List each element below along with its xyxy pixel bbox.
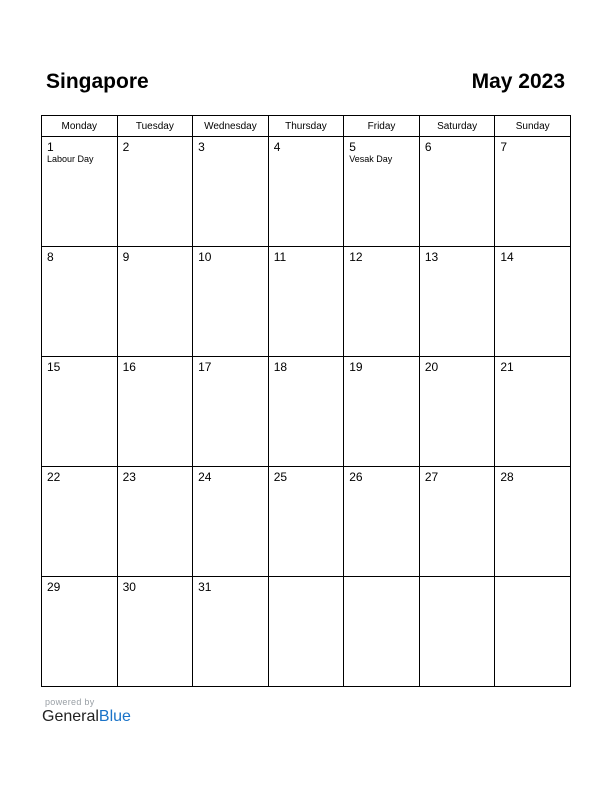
day-number: 20 xyxy=(424,360,439,374)
day-number: 28 xyxy=(500,470,514,484)
weekday-header: Monday xyxy=(42,116,118,137)
week-row xyxy=(42,357,571,467)
day-cell xyxy=(117,357,193,467)
day-number: 27 xyxy=(424,470,439,484)
day-cell xyxy=(419,357,495,467)
day-cell xyxy=(193,137,269,247)
day-cell xyxy=(117,137,193,247)
day-cell xyxy=(117,247,193,357)
day-cell xyxy=(117,577,193,687)
day-cell xyxy=(117,467,193,577)
day-number: 11 xyxy=(273,250,287,264)
week-row xyxy=(42,467,571,577)
day-number: 6 xyxy=(424,140,432,154)
day-number: 13 xyxy=(424,250,439,264)
calendar-grid xyxy=(41,115,571,687)
day-number: 22 xyxy=(47,470,61,484)
calendar-month-title: May 2023 xyxy=(471,70,565,93)
day-cell xyxy=(344,137,420,247)
day-cell xyxy=(42,247,118,357)
day-cell xyxy=(268,357,344,467)
day-cell xyxy=(193,577,269,687)
day-number: 21 xyxy=(500,360,514,374)
day-number: 31 xyxy=(198,580,212,594)
day-number: 3 xyxy=(198,140,205,154)
day-cell xyxy=(268,137,344,247)
day-cell xyxy=(419,467,495,577)
day-cell xyxy=(419,247,495,357)
weekday-header: Thursday xyxy=(268,116,344,137)
weekday-header: Tuesday xyxy=(117,116,193,137)
weekday-header-row xyxy=(42,116,571,137)
day-number: 15 xyxy=(47,360,61,374)
footer-branding xyxy=(42,697,131,726)
day-cell-empty xyxy=(344,577,420,687)
day-number: 12 xyxy=(349,250,363,264)
day-cell xyxy=(268,467,344,577)
day-number: 26 xyxy=(349,470,363,484)
day-number: 8 xyxy=(47,250,54,264)
day-cell xyxy=(344,467,420,577)
generalblue-logo xyxy=(42,708,131,726)
day-cell-empty xyxy=(419,577,495,687)
day-number: 19 xyxy=(349,360,363,374)
day-cell xyxy=(344,357,420,467)
day-number: 18 xyxy=(273,360,288,374)
day-cell xyxy=(42,577,118,687)
weekday-header: Sunday xyxy=(495,116,571,137)
brand-general-text: General xyxy=(42,708,99,725)
calendar-country-title: Singapore xyxy=(46,70,149,93)
day-cell xyxy=(268,247,344,357)
brand-blue-text: Blue xyxy=(98,708,131,725)
weekday-header: Wednesday xyxy=(193,116,269,137)
day-cell xyxy=(193,357,269,467)
day-cell xyxy=(344,247,420,357)
weekday-header: Friday xyxy=(344,116,420,137)
day-cell xyxy=(495,357,571,467)
day-cell xyxy=(495,247,571,357)
day-cell xyxy=(193,247,269,357)
holiday-label: Labour Day xyxy=(47,154,94,164)
day-number: 4 xyxy=(273,140,281,154)
powered-by-text: powered by xyxy=(45,697,95,707)
day-number: 30 xyxy=(122,580,136,594)
day-cell xyxy=(419,137,495,247)
day-number: 2 xyxy=(122,140,130,154)
week-row xyxy=(42,137,571,247)
day-number: 17 xyxy=(198,360,212,374)
day-number: 1 xyxy=(47,140,54,154)
day-cell xyxy=(495,137,571,247)
day-cell xyxy=(495,467,571,577)
day-number: 23 xyxy=(122,470,136,484)
day-number: 14 xyxy=(500,250,514,264)
day-number: 24 xyxy=(198,470,212,484)
day-number: 10 xyxy=(198,250,212,264)
day-number: 25 xyxy=(273,470,288,484)
week-row xyxy=(42,577,571,687)
day-number: 5 xyxy=(349,140,356,154)
week-row xyxy=(42,247,571,357)
day-cell xyxy=(42,357,118,467)
day-number: 29 xyxy=(47,580,61,594)
day-cell xyxy=(42,467,118,577)
holiday-label: Vesak Day xyxy=(349,154,393,164)
day-number: 16 xyxy=(122,360,136,374)
day-number: 7 xyxy=(500,140,508,154)
day-cell-empty xyxy=(268,577,344,687)
day-cell-empty xyxy=(495,577,571,687)
day-cell xyxy=(42,137,118,247)
weekday-header: Saturday xyxy=(419,116,495,137)
day-number: 9 xyxy=(122,250,130,264)
day-cell xyxy=(193,467,269,577)
